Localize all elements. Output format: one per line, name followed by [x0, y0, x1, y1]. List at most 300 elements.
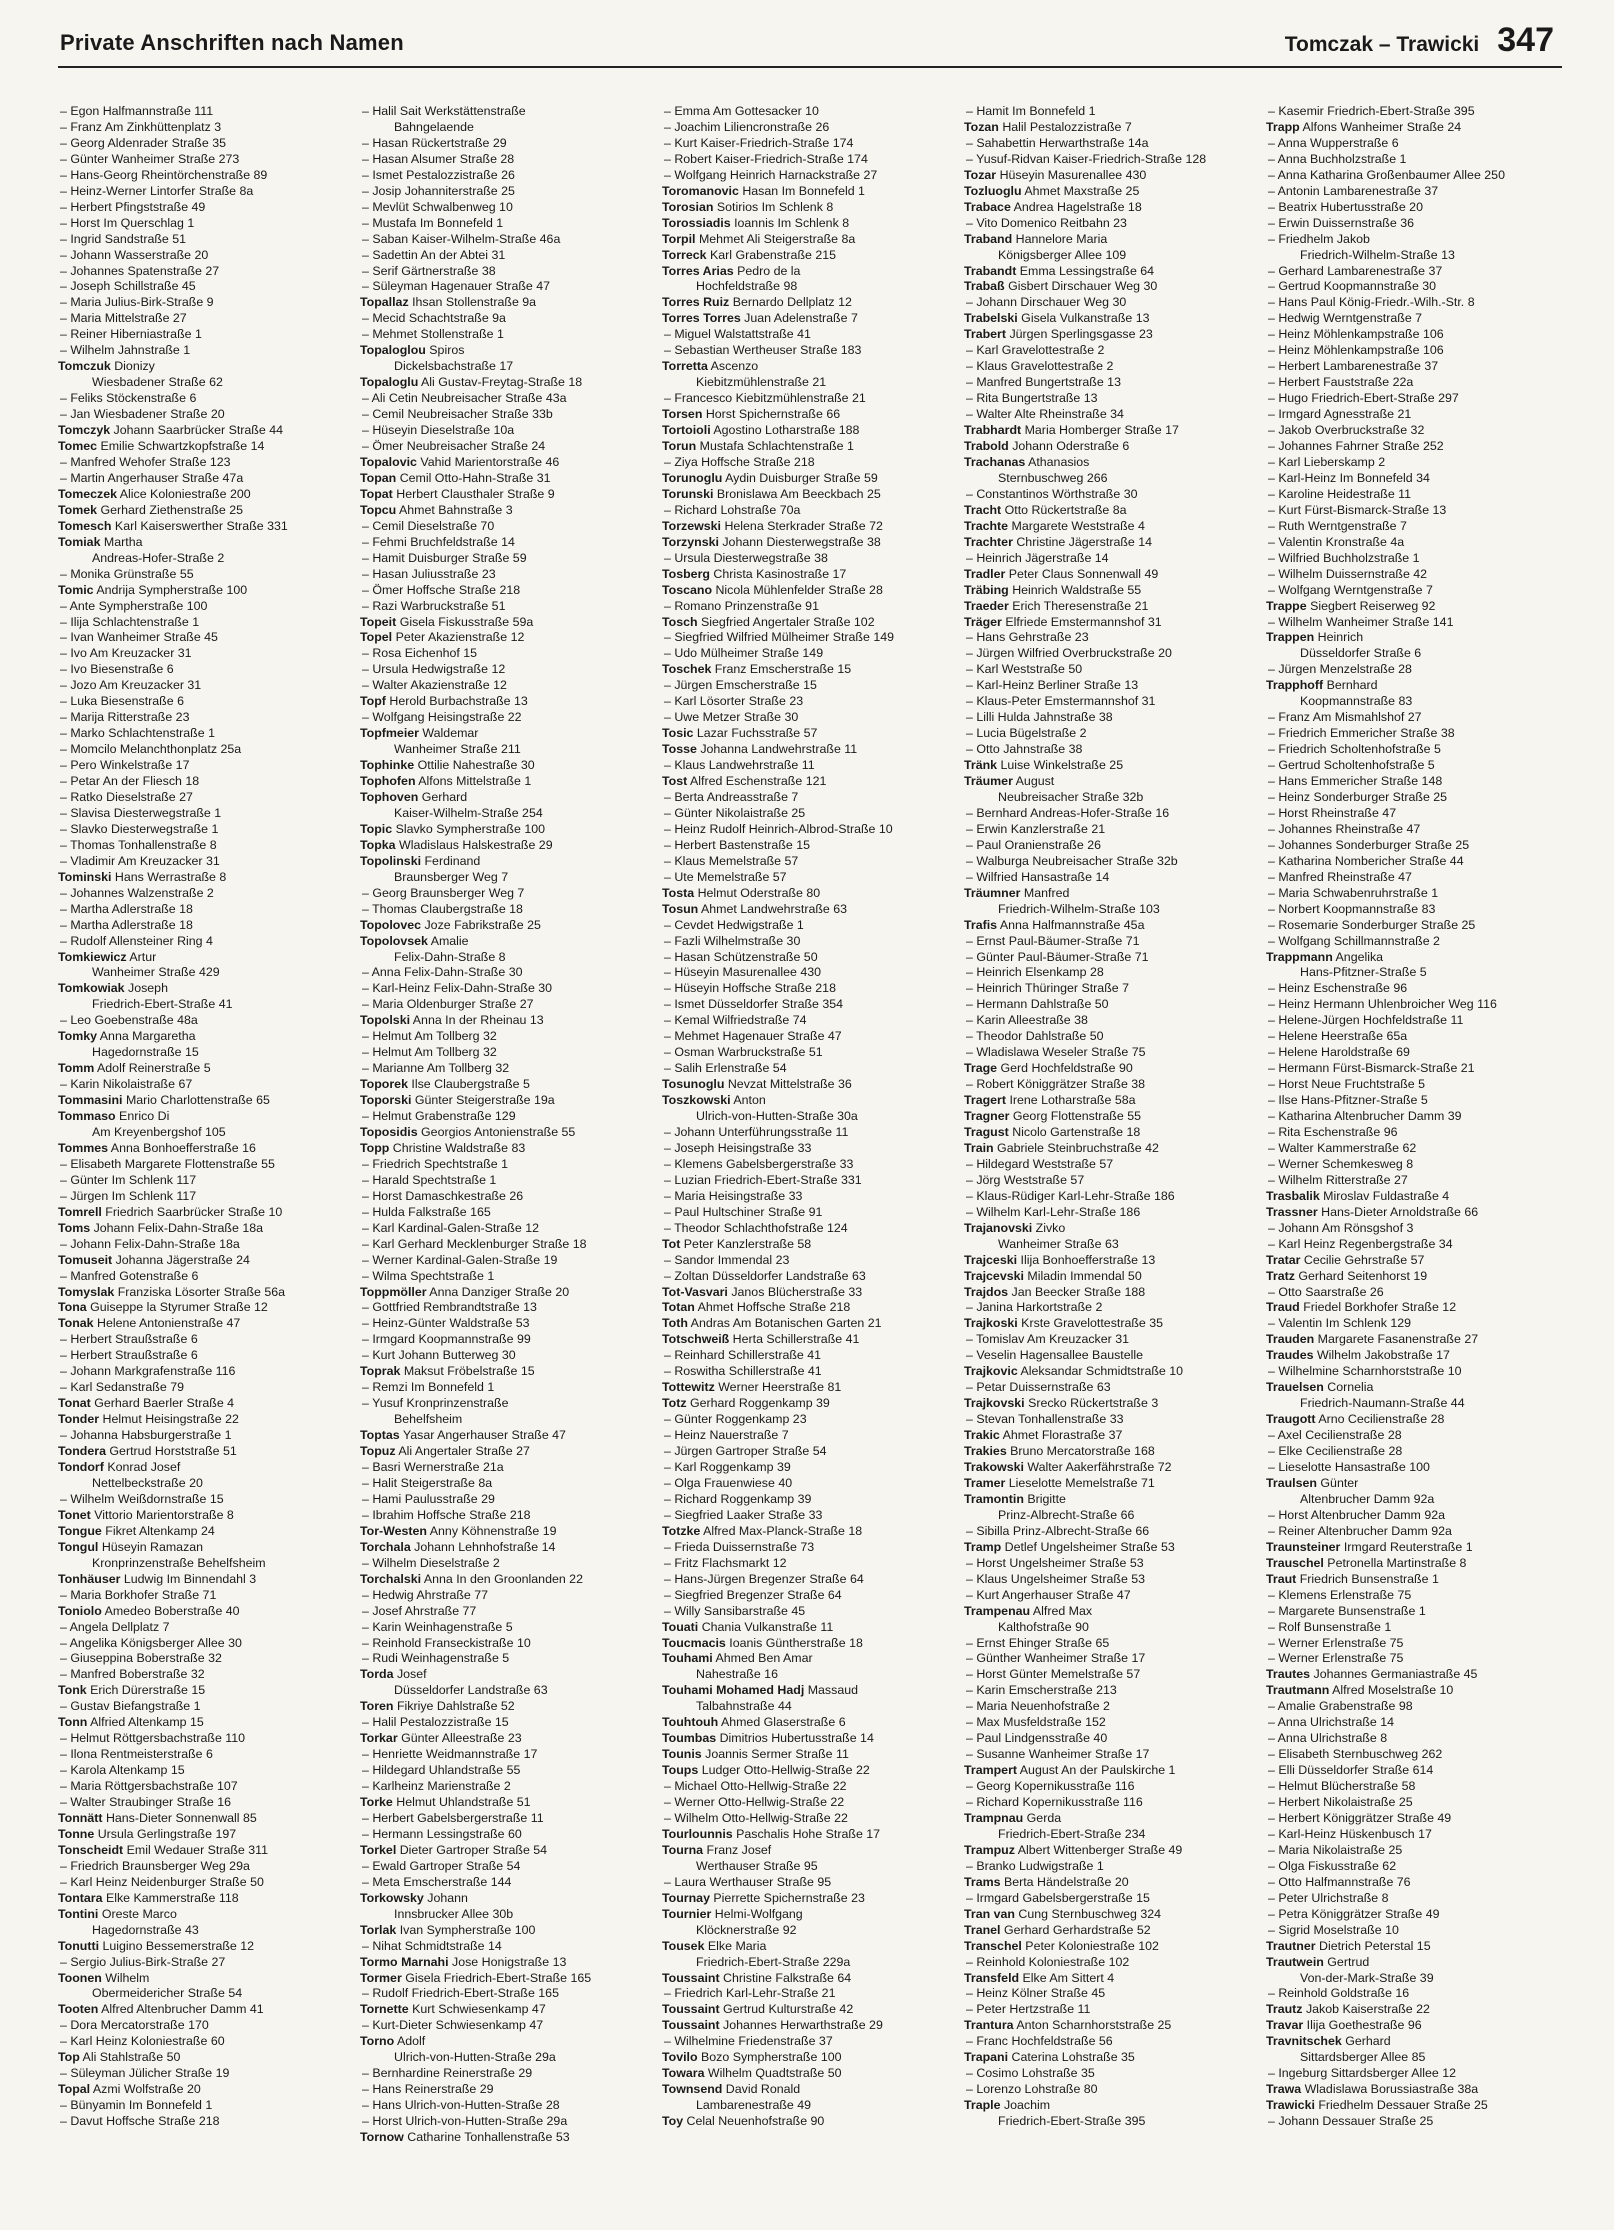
surname: Torke — [360, 1795, 393, 1810]
surname: Tomczyk — [58, 423, 111, 438]
surname: Tor-Westen — [360, 1523, 428, 1538]
directory-entry: Kaiser-Wilhelm-Straße 254 — [394, 805, 543, 820]
directory-entry: – Saban Kaiser-Wilhelm-Straße 46a — [362, 231, 561, 246]
directory-entry: Hagedornstraße 15 — [92, 1045, 199, 1060]
directory-entry: – Anna Felix-Dahn-Straße 30 — [362, 965, 523, 980]
surname: Transchel — [964, 1938, 1022, 1953]
directory-entry: Transfeld Elke Am Sittert 4 — [964, 1970, 1115, 1985]
directory-entry: – Ilona Rentmeisterstraße 6 — [60, 1747, 213, 1762]
directory-entry: – Günter Wanheimer Straße 273 — [60, 151, 240, 166]
directory-entry: Trautner Dietrich Peterstal 15 — [1266, 1938, 1431, 1953]
surname: Trabold — [964, 439, 1009, 454]
directory-entry: Tonet Vittorio Marientorstraße 8 — [58, 1507, 234, 1522]
directory-entry: – Hasan Schützenstraße 50 — [664, 949, 818, 964]
directory-entry: – Sigrid Moselstraße 10 — [1268, 1922, 1399, 1937]
surname: Trabace — [964, 199, 1011, 214]
directory-entry: – Gottfried Rembrandtstraße 13 — [362, 1300, 537, 1315]
surname: Tommaso — [58, 1109, 116, 1124]
directory-entry: Tragner Georg Flottenstraße 55 — [964, 1109, 1141, 1124]
directory-entry: Torchalski Anna In den Groonlanden 22 — [360, 1571, 583, 1586]
directory-entry: Felix-Dahn-Straße 8 — [394, 949, 506, 964]
directory-entry: Topan Cemil Otto-Hahn-Straße 31 — [360, 470, 551, 485]
surname: Topka — [360, 837, 396, 852]
surname: Trafis — [964, 917, 998, 932]
directory-entry: – Jürgen Gartroper Straße 54 — [664, 1444, 827, 1459]
directory-entry: Topcu Ahmet Bahnstraße 3 — [360, 502, 513, 517]
surname: Tondera — [58, 1444, 106, 1459]
directory-entry: Topaloglu Ali Gustav-Freytag-Straße 18 — [360, 375, 583, 390]
directory-entry: – Wilhelm Wanheimer Straße 141 — [1268, 614, 1454, 629]
directory-entry: – Hans Reinerstraße 29 — [362, 2082, 494, 2097]
directory-entry: – Herbert Pfingststraße 49 — [60, 199, 206, 214]
surname: Trappe — [1266, 598, 1307, 613]
directory-entry: Toptas Yasar Angerhauser Straße 47 — [360, 1428, 566, 1443]
directory-entry: Trauelsen Cornelia — [1266, 1380, 1374, 1395]
surname: Topolinski — [360, 853, 422, 868]
directory-entry: – Michael Otto-Hellwig-Straße 22 — [664, 1779, 847, 1794]
surname: Trauelsen — [1266, 1380, 1324, 1395]
surname: Tourna — [662, 1842, 704, 1857]
directory-entry: – Ömer Hoffsche Straße 218 — [362, 582, 521, 597]
surname: Trampuz — [964, 1842, 1015, 1857]
surname: Torchalski — [360, 1571, 422, 1586]
surname: Trabaß — [964, 279, 1005, 294]
section-title: Private Anschriften nach Namen — [60, 30, 404, 55]
directory-entry: Topolovsek Amalie — [360, 933, 469, 948]
directory-entry: – Jürgen Im Schlenk 117 — [60, 1188, 197, 1203]
directory-entry: – Maria Borkhofer Straße 71 — [60, 1587, 217, 1602]
directory-entry: – Fazli Wilhelmstraße 30 — [664, 933, 801, 948]
directory-entry: – Maria Heisingstraße 33 — [664, 1188, 803, 1203]
surname: Tona — [58, 1300, 87, 1315]
directory-entry: – Otto Jahnstraße 38 — [966, 742, 1083, 757]
directory-entry: – Francesco Kiebitzmühlenstraße 21 — [664, 391, 866, 406]
directory-entry: – Wolfgang Heinrich Harnackstraße 27 — [664, 167, 878, 182]
surname: Torres Ruiz — [662, 295, 730, 310]
directory-entry: – Ömer Neubreisacher Straße 24 — [362, 439, 546, 454]
directory-entry: Trajceski Ilija Bonhoefferstraße 13 — [964, 1252, 1156, 1267]
surname: Toposidis — [360, 1125, 418, 1139]
surname: Tragert — [964, 1093, 1007, 1108]
directory-entry: Tonhäuser Ludwig Im Binnendahl 3 — [58, 1571, 257, 1586]
directory-entry: Torretta Ascenzo — [662, 359, 759, 374]
directory-entry: – Herbert Königgrätzer Straße 49 — [1268, 1810, 1452, 1825]
directory-entry: Trakowski Walter Aakerfährstraße 72 — [964, 1460, 1172, 1475]
surname: Trampenau — [964, 1603, 1031, 1618]
directory-entry: Torno Adolf — [360, 2034, 426, 2049]
directory-entry: – Cevdet Hedwigstraße 1 — [664, 917, 804, 932]
directory-entry: – Antonin Lambarenestraße 37 — [1268, 183, 1439, 198]
directory-entry: – Reiner Altenbrucher Damm 92a — [1268, 1523, 1452, 1538]
surname: Tomkiewicz — [58, 949, 127, 964]
surname: Transfeld — [964, 1970, 1020, 1985]
directory-entry: – Franz Am Mismahlshof 27 — [1268, 710, 1422, 725]
directory-entry: Tosun Ahmet Landwehrstraße 63 — [662, 901, 848, 916]
directory-entry: – Laura Werthauser Straße 95 — [664, 1874, 832, 1889]
directory-entry: – Vito Domenico Reitbahn 23 — [966, 215, 1127, 230]
directory-entry: Toups Ludger Otto-Hellwig-Straße 22 — [662, 1763, 870, 1778]
directory-entry: – Klaus Memelstraße 57 — [664, 853, 799, 868]
directory-entry: – Johann Dirschauer Weg 30 — [966, 295, 1127, 310]
surname: Tonak — [58, 1316, 94, 1331]
directory-entry: Top Ali Stahlstraße 50 — [58, 2050, 181, 2065]
directory-entry: – Martin Angerhauser Straße 47a — [60, 470, 244, 485]
directory-entry: Tousek Elke Maria — [662, 1938, 767, 1953]
directory-entry: – Siegfried Laaker Straße 33 — [664, 1507, 823, 1522]
directory-entry: – Martha Adlerstraße 18 — [60, 917, 193, 932]
directory-entry: Hochfeldstraße 98 — [696, 279, 798, 294]
directory-entry: Behelfsheim — [394, 1412, 463, 1427]
surname: Tozan — [964, 119, 999, 134]
directory-entry: Totzke Alfred Max-Planck-Straße 18 — [662, 1523, 863, 1538]
directory-entry: – Roswitha Schillerstraße 41 — [664, 1364, 822, 1379]
directory-entry: Tozluoglu Ahmet Maxstraße 25 — [964, 183, 1140, 198]
directory-entry: – Karl Roggenkamp 39 — [664, 1460, 791, 1475]
directory-entry: – Helene Haroldstraße 69 — [1268, 1045, 1410, 1060]
directory-entry: Sternbuschweg 266 — [998, 470, 1108, 485]
surname: Trantura — [964, 2018, 1014, 2033]
directory-entry: – Wolfgang Heisingstraße 22 — [362, 710, 522, 725]
directory-entry: – Yusuf Kronprinzenstraße — [362, 1396, 509, 1411]
directory-entry: – Klaus Gravelottestraße 2 — [966, 359, 1114, 374]
surname: Tradler — [964, 566, 1006, 581]
directory-entry: Trabold Johann Oderstraße 6 — [964, 439, 1130, 454]
directory-entry: – Elke Cecilienstraße 28 — [1268, 1444, 1403, 1459]
directory-entry: Topallaz Ihsan Stollenstraße 9a — [360, 295, 537, 310]
surname: Tounis — [662, 1747, 702, 1762]
directory-entry: – Franz Am Zinkhüttenplatz 3 — [60, 119, 222, 134]
directory-entry: Lambarenestraße 49 — [696, 2098, 812, 2113]
directory-entry: Altenbrucher Damm 92a — [1300, 1491, 1435, 1506]
directory-entry: – Walter Straubinger Straße 16 — [60, 1795, 232, 1810]
directory-entry: Tourna Franz Josef — [662, 1842, 772, 1857]
directory-entry: – Peter Ulrichstraße 8 — [1268, 1890, 1389, 1905]
surname: Toptas — [360, 1428, 400, 1443]
directory-entry: Towara Wilhelm Quadtstraße 50 — [662, 2066, 842, 2081]
directory-entry: – Heinrich Jägerstraße 14 — [966, 550, 1109, 565]
directory-entry: – Hans Ulrich-von-Hutten-Straße 28 — [362, 2098, 560, 2113]
directory-entry: Tracht Otto Rückertstraße 8a — [964, 502, 1127, 517]
surname: Trautz — [1266, 2002, 1303, 2017]
directory-entry: Trachte Margarete Weststraße 4 — [964, 518, 1145, 533]
directory-entry: – Rolf Bunsenstraße 1 — [1268, 1619, 1392, 1634]
directory-entry: – Joseph Schillstraße 45 — [60, 279, 196, 294]
directory-entry: – Sibilla Prinz-Albrecht-Straße 66 — [966, 1523, 1150, 1538]
directory-entry: Düsseldorfer Landstraße 63 — [394, 1683, 548, 1698]
directory-entry: – Monika Grünstraße 55 — [60, 566, 194, 581]
directory-entry: – Heinz Hermann Uhlenbroicher Weg 116 — [1268, 997, 1497, 1012]
directory-entry: Trappen Heinrich — [1266, 630, 1364, 645]
directory-entry: Tomiak Martha — [58, 534, 143, 549]
directory-entry: Tontara Elke Kammerstraße 118 — [58, 1890, 239, 1905]
directory-entry: Trauschel Petronella Martinstraße 8 — [1266, 1555, 1467, 1570]
directory-entry: – Sandor Immendal 23 — [664, 1252, 790, 1267]
surname: Tournay — [662, 1890, 710, 1905]
directory-entry: Kronprinzenstraße Behelfsheim — [92, 1555, 266, 1570]
directory-entry: – Mehmet Hagenauer Straße 47 — [664, 1029, 842, 1044]
surname: Trachanas — [964, 454, 1026, 469]
surname: Trasbalik — [1266, 1188, 1320, 1203]
directory-entry: – Anna Ulrichstraße 14 — [1268, 1715, 1395, 1730]
surname: Trachter — [964, 534, 1013, 549]
directory-entry: – Jakob Overbruckstraße 32 — [1268, 423, 1425, 438]
directory-entry: – Jozo Am Kreuzacker 31 — [60, 678, 202, 693]
surname: Topallaz — [360, 295, 409, 310]
directory-entry: – Johann Unterführungsstraße 11 — [664, 1125, 849, 1139]
directory-entry: – Wilfried Hansastraße 14 — [966, 869, 1110, 884]
directory-entry: – Werner Otto-Hellwig-Straße 22 — [664, 1795, 845, 1810]
surname: Tonutti — [58, 1938, 100, 1953]
directory-entry: – Frieda Duissernstraße 73 — [664, 1539, 815, 1554]
directory-entry: – Rudolf Friedrich-Ebert-Straße 165 — [362, 1986, 559, 2001]
directory-entry: Trabert Jürgen Sperlingsgasse 23 — [964, 327, 1153, 342]
directory-entry: – Thomas Tonhallenstraße 8 — [60, 837, 217, 852]
surname: Tornow — [360, 2130, 404, 2145]
surname: Trajkovski — [964, 1396, 1025, 1411]
surname: Tranel — [964, 1922, 1001, 1937]
directory-entry: Torosian Sotirios Im Schlenk 8 — [662, 199, 834, 214]
surname: Touati — [662, 1619, 699, 1634]
directory-entry: – Kurt Johann Butterweg 30 — [362, 1348, 516, 1363]
surname: Tost — [662, 774, 688, 789]
directory-entry: Hans-Pfitzner-Straße 5 — [1300, 965, 1427, 980]
directory-entry: – Helene Heerstraße 65a — [1268, 1029, 1408, 1044]
surname: Toscano — [662, 582, 713, 597]
directory-entry: Topolinski Ferdinand — [360, 853, 481, 868]
directory-entry: – Richard Kopernikusstraße 116 — [966, 1795, 1143, 1810]
directory-entry: Torres Ruiz Bernardo Dellplatz 12 — [662, 295, 852, 310]
directory-entry: – Horst Altenbrucher Damm 92a — [1268, 1507, 1445, 1522]
directory-entry: – Margarete Bunsenstraße 1 — [1268, 1603, 1426, 1618]
directory-entry: Tomczuk Dionizy — [58, 359, 155, 374]
directory-entry: Friedrich-Ebert-Straße 41 — [92, 997, 233, 1012]
directory-entry: Toposidis Georgios Antonienstraße 55 — [360, 1125, 576, 1139]
directory-entry: – Herbert Fauststraße 22a — [1268, 375, 1414, 390]
directory-entry: Friedrich-Ebert-Straße 234 — [998, 1826, 1146, 1841]
directory-entry: Toussaint Johannes Herwarthstraße 29 — [662, 2018, 883, 2033]
directory-entry: Topfmeier Waldemar — [360, 726, 479, 741]
directory-entry: – Maria Nikolaistraße 25 — [1268, 1842, 1403, 1857]
directory-entry: – Constantinos Wörthstraße 30 — [966, 486, 1138, 501]
directory-entry: – Serif Gärtnerstraße 38 — [362, 263, 496, 278]
directory-entry: – Walburga Neubreisacher Straße 32b — [966, 853, 1178, 868]
surname: Traeder — [964, 598, 1009, 613]
directory-entry: – Werner Erlenstraße 75 — [1268, 1635, 1404, 1650]
directory-entry: – Gertrud Scholtenhofstraße 5 — [1268, 758, 1435, 773]
directory-entry: Torkar Günter Alleestraße 23 — [360, 1731, 522, 1746]
directory-entry: – Johanna Habsburgerstraße 1 — [60, 1428, 232, 1443]
directory-entry: Torreck Karl Grabenstraße 215 — [662, 247, 837, 262]
surname: Tondorf — [58, 1460, 104, 1475]
directory-entry: – Wolfgang Schillmannstraße 2 — [1268, 933, 1440, 948]
directory-entry: – Wladislawa Weseler Straße 75 — [966, 1045, 1146, 1060]
surname: Tomyslak — [58, 1284, 115, 1299]
directory-entry: – Karin Weinhagenstraße 5 — [362, 1619, 513, 1634]
directory-entry: Tormo Marnahi Jose Honigstraße 13 — [360, 1954, 567, 1969]
surname: Tramontin — [964, 1491, 1024, 1506]
directory-entry: – Georg Aldenrader Straße 35 — [60, 135, 226, 150]
directory-entry: Topeit Gisela Fiskusstraße 59a — [360, 614, 534, 629]
surname: Touhami — [662, 1651, 713, 1666]
directory-entry: Tonak Helene Antonienstraße 47 — [58, 1316, 241, 1331]
surname: Tränk — [964, 758, 998, 773]
directory-entry: – Jörg Weststraße 57 — [966, 1172, 1085, 1187]
directory-entry: – Luzian Friedrich-Ebert-Straße 331 — [664, 1172, 862, 1187]
directory-entry: – Ingeburg Sittardsberger Allee 12 — [1268, 2066, 1457, 2081]
surname: Traudes — [1266, 1348, 1314, 1363]
directory-entry: Tomuseit Johanna Jägerstraße 24 — [58, 1252, 250, 1267]
directory-entry: Torzewski Helena Sterkrader Straße 72 — [662, 518, 883, 533]
directory-entry: – Ernst Paul-Bäumer-Straße 71 — [966, 933, 1140, 948]
directory-entry: Topolski Anna In der Rheinau 13 — [360, 1013, 544, 1028]
directory-entry: – Hasan Alsumer Straße 28 — [362, 151, 515, 166]
directory-entry: Tomrell Friedrich Saarbrücker Straße 10 — [58, 1204, 283, 1219]
directory-entry: – Maria Oldenburger Straße 27 — [362, 997, 534, 1012]
surname: Topan — [360, 470, 397, 485]
directory-entry: Tonder Helmut Heisingstraße 22 — [58, 1412, 239, 1427]
directory-entry: Tosse Johanna Landwehrstraße 11 — [662, 742, 858, 757]
surname: Tormer — [360, 1970, 402, 1985]
directory-entry: Topka Wladislaus Halskestraße 29 — [360, 837, 553, 852]
directory-entry: – Hulda Falkstraße 165 — [362, 1204, 491, 1219]
directory-entry: – Heinz-Günter Waldstraße 53 — [362, 1316, 530, 1331]
directory-entry: – Heinz-Werner Lintorfer Straße 8a — [60, 183, 254, 198]
directory-entry: Torun Mustafa Schlachtenstraße 1 — [662, 439, 854, 454]
directory-entry: – Karl-Heinz Hüskenbusch 17 — [1268, 1826, 1432, 1841]
surname: Tratar — [1266, 1252, 1301, 1267]
surname: Tonnätt — [58, 1810, 103, 1825]
directory-entry: Hagedornstraße 43 — [92, 1922, 199, 1937]
directory-entry: – Süleyman Jülicher Straße 19 — [60, 2066, 230, 2081]
directory-entry: – Lieselotte Hansastraße 100 — [1268, 1460, 1430, 1475]
surname: Totan — [662, 1300, 695, 1315]
surname: Tonhäuser — [58, 1571, 121, 1586]
directory-entry: – Branko Ludwigstraße 1 — [966, 1858, 1104, 1873]
surname: Topfmeier — [360, 726, 419, 741]
directory-entry: – Klaus-Rüdiger Karl-Lehr-Straße 186 — [966, 1188, 1175, 1203]
surname: Travar — [1266, 2018, 1304, 2033]
surname: Trampnau — [964, 1810, 1024, 1825]
surname: Tormo Marnahi — [360, 1954, 449, 1969]
directory-entry: Tragert Irene Lotharstraße 58a — [964, 1093, 1136, 1108]
directory-entry: – Gerhard Lambarenestraße 37 — [1268, 263, 1443, 278]
directory-entry: – Herbert Straußstraße 6 — [60, 1332, 198, 1347]
directory-entry: Obermeidericher Straße 54 — [92, 1986, 243, 2001]
directory-entry: – Heinz Kölner Straße 45 — [966, 1986, 1106, 2001]
directory-entry: Tomyslak Franziska Lösorter Straße 56a — [58, 1284, 286, 1299]
directory-entry: Tozar Hüseyin Masurenallee 430 — [964, 167, 1147, 182]
directory-entry: – Hedwig Werntgenstraße 7 — [1268, 311, 1423, 326]
directory-entry: – Heinz Rudolf Heinrich-Albrod-Straße 10 — [664, 821, 893, 836]
surname: Topeit — [360, 614, 397, 629]
directory-entry: Bahngelaende — [394, 119, 474, 134]
directory-entry: Traut Friedrich Bunsenstraße 1 — [1266, 1571, 1439, 1586]
surname: Trauschel — [1266, 1555, 1324, 1570]
directory-entry: – Joseph Heisingstraße 33 — [664, 1140, 812, 1155]
directory-entry: – Heinz Nauerstraße 7 — [664, 1428, 789, 1443]
directory-entry: – Herbert Nikolaistraße 25 — [1268, 1795, 1413, 1810]
surname: Trakic — [964, 1428, 1000, 1443]
directory-entry: – Janina Harkortstraße 2 — [966, 1300, 1103, 1315]
surname: Traulsen — [1266, 1475, 1317, 1490]
directory-entry: – Wilhelm Dieselstraße 2 — [362, 1555, 500, 1570]
directory-entry: – Manfred Bungertstraße 13 — [966, 375, 1121, 390]
surname: Torres Arias — [662, 263, 734, 278]
directory-entry: – Erwin Duissernstraße 36 — [1268, 215, 1414, 230]
directory-entry: – Karl Heinz Regenbergstraße 34 — [1268, 1236, 1453, 1251]
surname: Toussaint — [662, 2018, 720, 2033]
directory-entry: Tormer Gisela Friedrich-Ebert-Straße 165 — [360, 1970, 592, 1985]
surname: Totzke — [662, 1523, 701, 1538]
directory-entry: – Halit Steigerstraße 8a — [362, 1475, 493, 1490]
surname: Toonen — [58, 1970, 102, 1985]
surname: Trassner — [1266, 1204, 1318, 1219]
surname: Trautes — [1266, 1667, 1311, 1682]
surname: Toszkowski — [662, 1093, 731, 1108]
directory-entry: – Mecid Schachtstraße 9a — [362, 311, 506, 326]
directory-entry: Transchel Peter Koloniestraße 102 — [964, 1938, 1159, 1953]
directory-entry: Traband Hannelore Maria — [964, 231, 1108, 246]
directory-entry: – Richard Roggenkamp 39 — [664, 1491, 812, 1506]
directory-entry: Toporski Günter Steigerstraße 19a — [360, 1093, 555, 1108]
directory-entry: Toscano Nicola Mühlenfelder Straße 28 — [662, 582, 883, 597]
directory-entry: Tounis Joannis Sermer Straße 11 — [662, 1747, 849, 1762]
surname: Tomuseit — [58, 1252, 113, 1267]
surname: Torda — [360, 1667, 394, 1682]
directory-entry: – Otto Saarstraße 26 — [1268, 1284, 1384, 1299]
surname: Toms — [58, 1220, 91, 1235]
directory-entry: – Ibrahim Hoffsche Straße 218 — [362, 1507, 531, 1522]
surname: Tracht — [964, 502, 1002, 517]
surname: Touhami Mohamed Hadj — [662, 1683, 805, 1698]
directory-entry: Tonk Erich Dürerstraße 15 — [58, 1683, 206, 1698]
directory-entry: Tottewitz Werner Heerstraße 81 — [662, 1380, 842, 1395]
directory-entry: – Friedrich Emmericher Straße 38 — [1268, 726, 1455, 741]
directory-entry: – Dora Mercatorstraße 170 — [60, 2018, 209, 2033]
surname: Torreck — [662, 247, 707, 262]
surname: Tooten — [58, 2002, 99, 2017]
directory-entry: Tournay Pierrette Spichernstraße 23 — [662, 1890, 865, 1905]
directory-entry: – Josip Johanniterstraße 25 — [362, 183, 515, 198]
directory-entry: Tongue Fikret Altenkamp 24 — [58, 1523, 215, 1538]
surname: Tomek — [58, 502, 98, 517]
surname: Towara — [662, 2066, 705, 2081]
directory-entry: – Bernhardine Reinerstraße 29 — [362, 2066, 533, 2081]
directory-entry: – Ernst Ehinger Straße 65 — [966, 1635, 1110, 1650]
directory-entry: – Miguel Walstattstraße 41 — [664, 327, 811, 342]
directory-entry: Tomeczek Alice Koloniestraße 200 — [58, 486, 251, 501]
directory-entry: Tramp Detlef Ungelsheimer Straße 53 — [964, 1539, 1175, 1554]
directory-entry: Torpil Mehmet Ali Steigerstraße 8a — [662, 231, 856, 246]
directory-entry: – Giuseppina Boberstraße 32 — [60, 1651, 222, 1666]
surname: Traple — [964, 2098, 1001, 2113]
directory-entry: – Anna Buchholzstraße 1 — [1268, 151, 1407, 166]
directory-entry: – Ismet Pestalozzistraße 26 — [362, 167, 515, 182]
directory-entry: Trabaß Gisbert Dirschauer Weg 30 — [964, 279, 1158, 294]
directory-entry: Tophofen Alfons Mittelstraße 1 — [360, 774, 532, 789]
directory-entry: Trabelski Gisela Vulkanstraße 13 — [964, 311, 1150, 326]
directory-entry: – Kurt Angerhauser Straße 47 — [966, 1587, 1131, 1602]
directory-entry: – Walter Kammerstraße 62 — [1268, 1140, 1417, 1155]
directory-entry: – Slavko Diesterwegstraße 1 — [60, 821, 219, 836]
directory-entry: Trakies Bruno Mercatorstraße 168 — [964, 1444, 1155, 1459]
directory-entry: Tondorf Konrad Josef — [58, 1460, 181, 1475]
page-number: 347 — [1497, 21, 1554, 59]
directory-entry: – Hans Emmericher Straße 148 — [1268, 774, 1443, 789]
surname: Tourlounnis — [662, 1826, 733, 1841]
directory-entry: – Ilija Schlachtenstraße 1 — [60, 614, 200, 629]
directory-entry: – Wilhelm Weißdornstraße 15 — [60, 1491, 224, 1506]
